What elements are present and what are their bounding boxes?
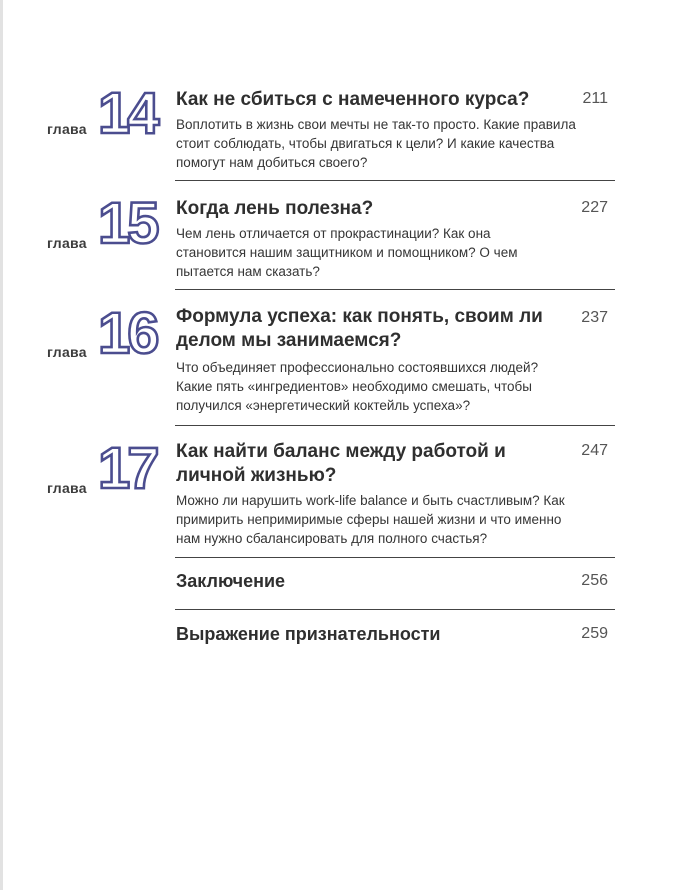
chapter-description: Воплотить в жизнь свои мечты не так-то просто. Какие правила стоит соблюдать, чтобы двигаться к цели? И какие качества помогут нам добиться своего? — [176, 117, 576, 170]
divider — [175, 609, 615, 610]
chapter-number: 14 — [98, 81, 157, 146]
section-title[interactable]: Выражение признательности — [176, 624, 441, 644]
divider — [175, 557, 615, 558]
chapter-title[interactable]: Когда лень полезна? — [176, 198, 374, 219]
divider — [175, 289, 615, 290]
chapter-number: 16 — [98, 301, 157, 366]
page-edge — [0, 0, 3, 890]
chapter-title[interactable]: Как найти баланс между работой и личной жизнью? — [176, 441, 506, 486]
chapter-page-number: 227 — [581, 199, 608, 216]
chapter-page-number: 211 — [582, 90, 608, 107]
chapter-label: глава — [47, 344, 87, 360]
chapter-number: 17 — [98, 436, 157, 501]
chapter-description: Что объединяет профессионально состоявшихся людей? Какие пять «ингредиентов» необходимо смешать, чтобы получился «энергетический коктейль успеха»? — [176, 360, 539, 413]
chapter-page-number: 247 — [581, 442, 608, 459]
section-page-number: 259 — [581, 625, 608, 642]
chapter-number: 15 — [98, 191, 157, 256]
chapter-description: Чем лень отличается от прокрастинации? Как она становится нашим защитником и помощником? О чем пытается нам сказать? — [176, 226, 518, 279]
chapter-label: глава — [47, 480, 87, 496]
section-page-number: 256 — [581, 572, 608, 589]
chapter-title[interactable]: Формула успеха: как понять, своим ли делом мы занимаемся? — [176, 306, 543, 351]
divider — [175, 425, 615, 426]
section-title[interactable]: Заключение — [176, 571, 286, 591]
chapter-title[interactable]: Как не сбиться с намеченного курса? — [176, 89, 530, 110]
chapter-label: глава — [47, 235, 87, 251]
chapter-description: Можно ли нарушить work-life balance и быть счастливым? Как примирить непримиримые сферы нашей жизни и что именно нам нужно сбалансировать для полного счастья? — [176, 493, 565, 546]
chapter-page-number: 237 — [581, 309, 608, 326]
divider — [175, 180, 615, 181]
chapter-label: глава — [47, 121, 87, 137]
